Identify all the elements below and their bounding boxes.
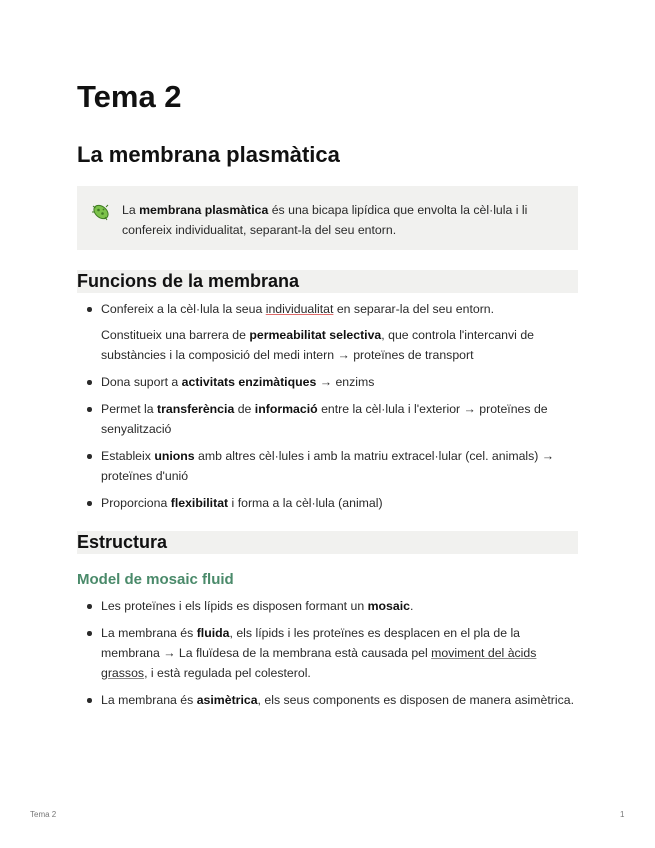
footer-page-number: 1 [620, 810, 625, 819]
funcions-list [77, 299, 578, 520]
list-item: Proporciona flexibilitat i forma a la cèl·lula (animal) [77, 493, 578, 513]
microbe-icon [90, 201, 112, 223]
list-item: Dona suport a activitats enzimàtiques → enzims [77, 372, 578, 392]
section-heading-funcions: Funcions de la membrana [77, 270, 578, 293]
list-item: La membrana és fluida, els lípids i les proteïnes es desplacen en el pla de la membrana → La fluïdesa de la membrana està causada pel moviment del àcids grassos, i està regulada pel colesterol. [77, 623, 578, 683]
list-item: Permet la transferència de informació entre la cèl·lula i l'exterior → proteïnes de senyalització [77, 399, 578, 439]
definition-callout [77, 186, 578, 250]
list-item: Estableix unions amb altres cèl·lules i amb la matriu extracel·lular (cel. animals) → proteïnes d'unió [77, 446, 578, 486]
list-item: Confereix a la cèl·lula la seua individualitat en separar-la del seu entorn. Constitueix una barrera de permeabilitat selectiva, que controla l'intercanvi de substàncies i la composició del medi intern → proteïnes de transport [77, 299, 578, 365]
list-item: La membrana és asimètrica, els seus components es disposen de manera asimètrica. [77, 690, 578, 710]
page-title: Tema 2 [77, 79, 182, 114]
estructura-list [77, 596, 578, 717]
callout-text: La membrana plasmàtica és una bicapa lipídica que envolta la cèl·lula i li confereix individualitat, separant-la del seu entorn. [122, 203, 528, 237]
page-subtitle: La membrana plasmàtica [77, 142, 340, 167]
subsection-heading-mosaic: Model de mosaic fluid [77, 571, 234, 588]
section-heading-estructura: Estructura [77, 531, 578, 554]
footer-doc-title: Tema 2 [30, 810, 57, 819]
list-item: Les proteïnes i els lípids es disposen formant un mosaic. [77, 596, 578, 616]
